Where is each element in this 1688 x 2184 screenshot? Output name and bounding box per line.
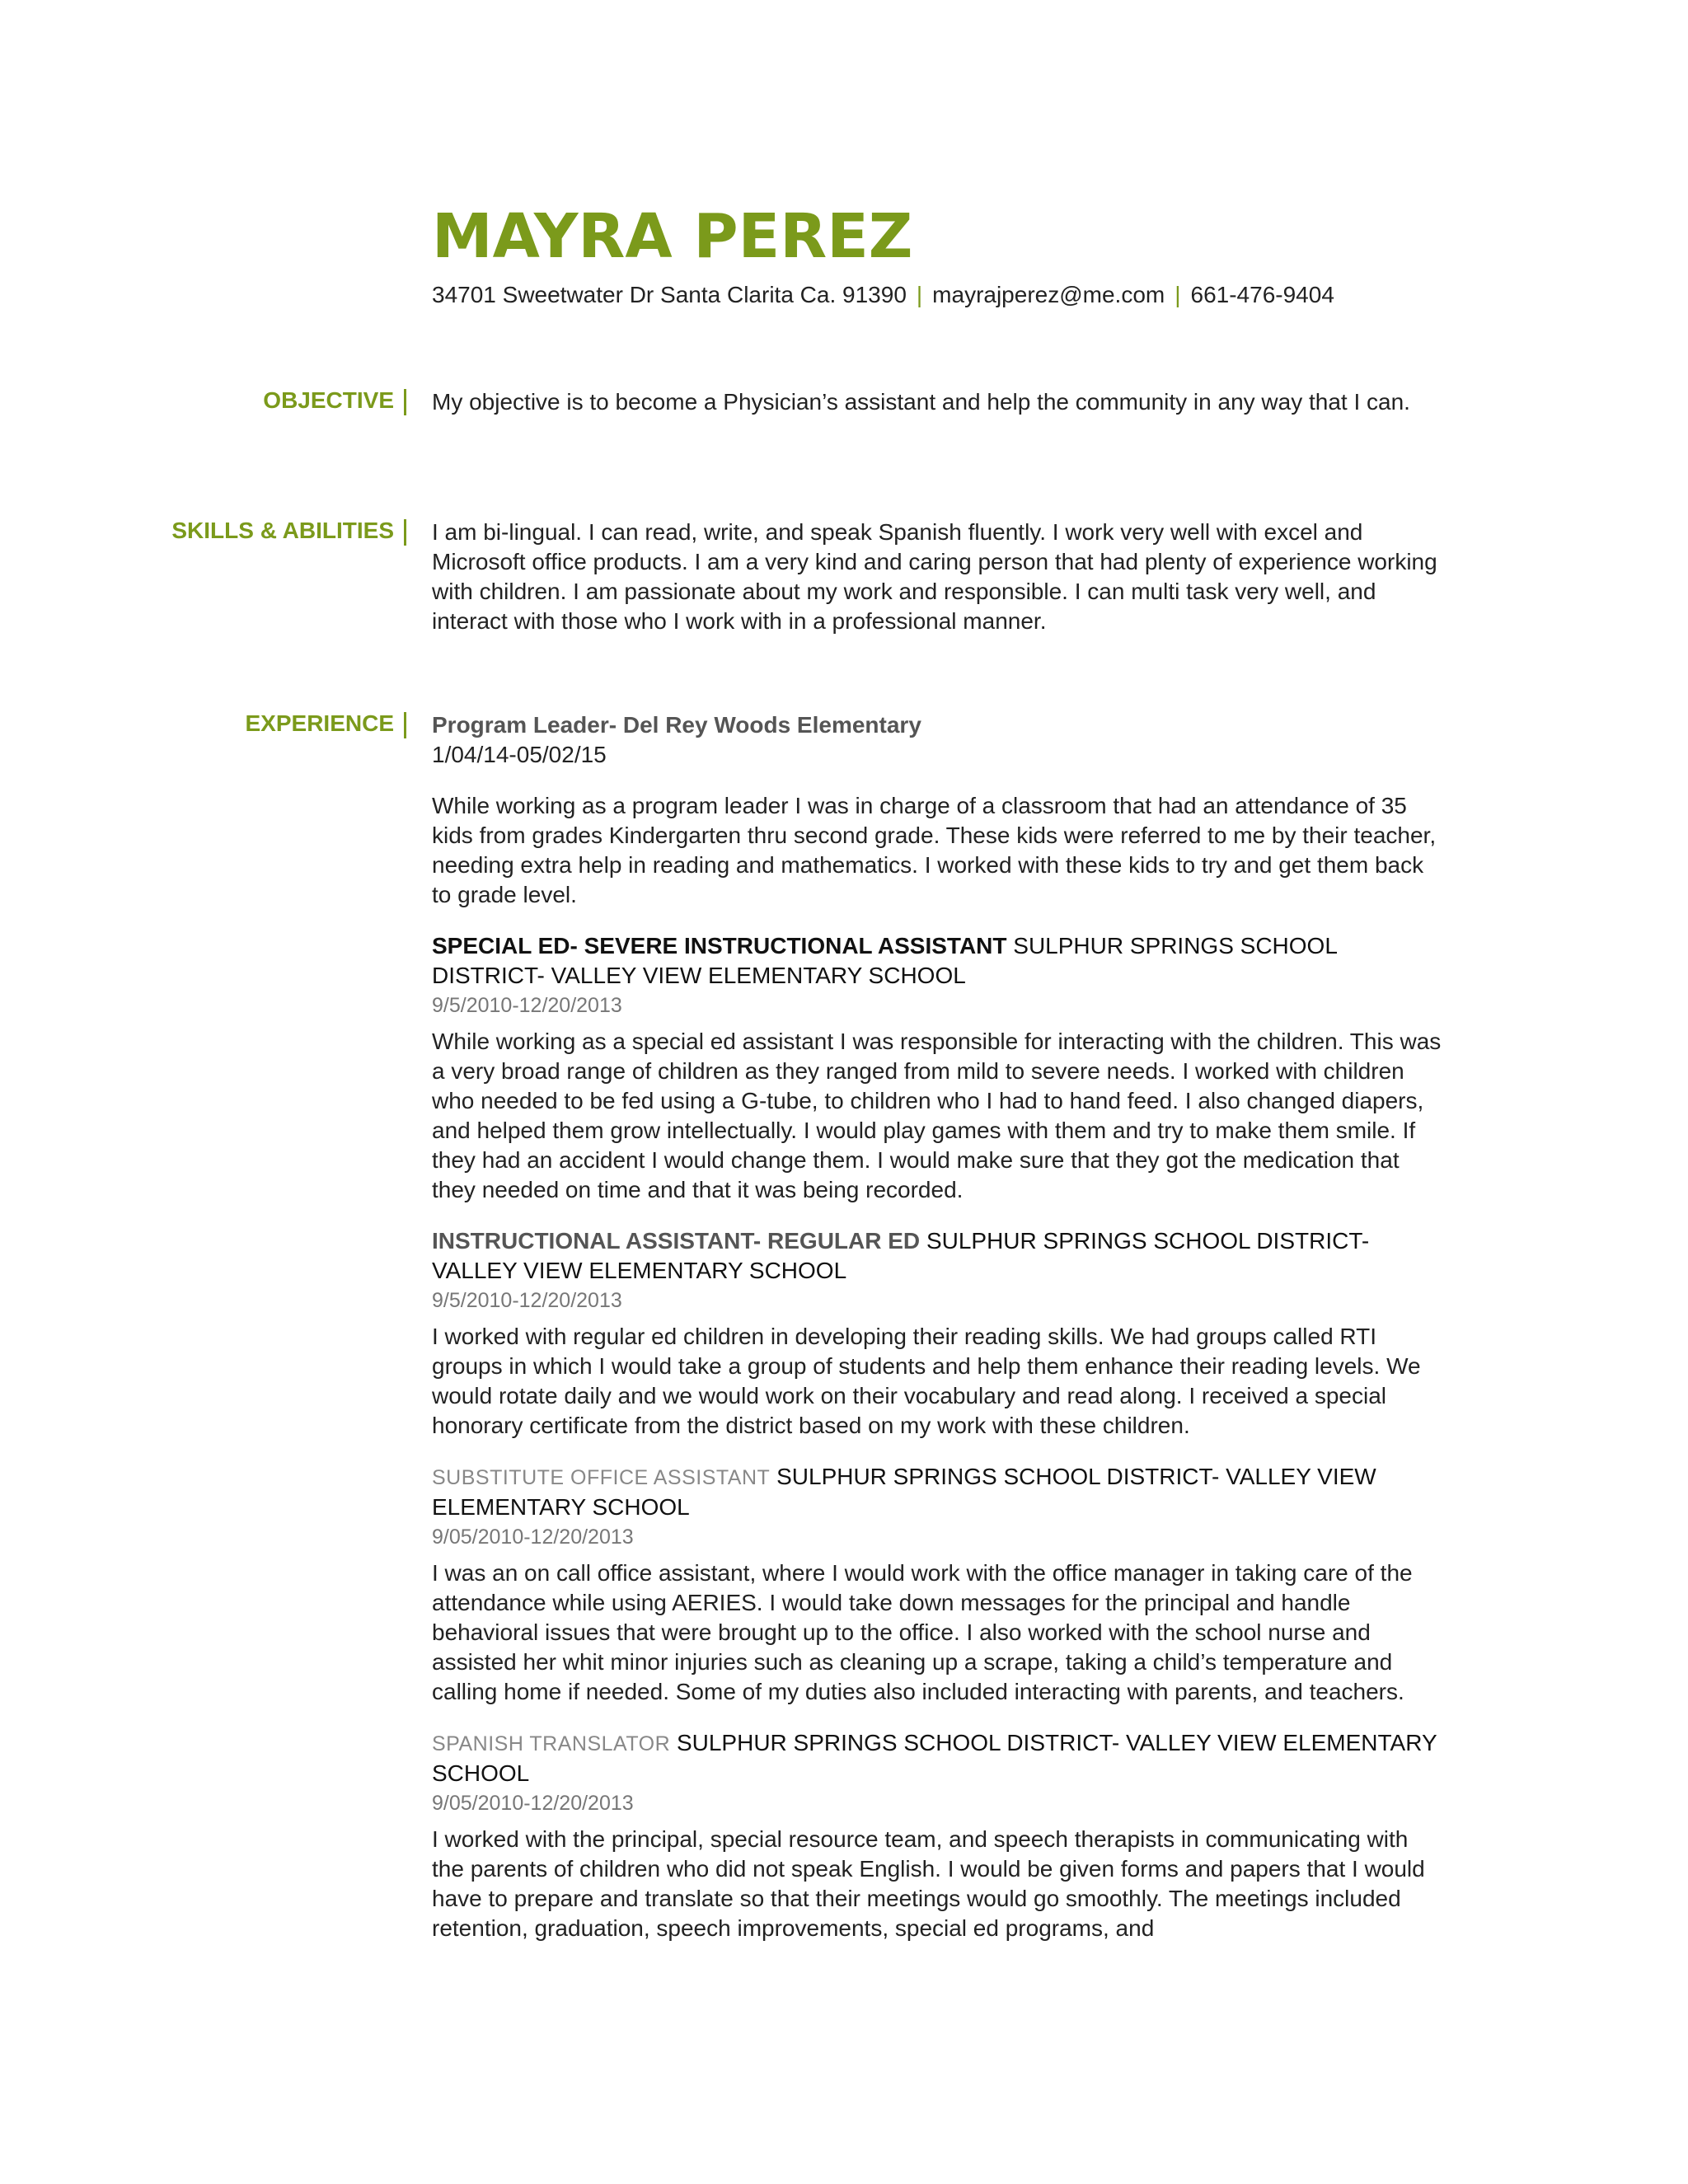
job-description: I worked with regular ed children in developing their reading skills. We had groups called RTI groups in which I would take a group of students and help them enhance their reading levels. We would rotate daily and we would work on their vocabulary and read along. I received a special honorary certificate from the district based on my work with these children. <box>432 1324 1421 1438</box>
job-dates: 9/5/2010-12/20/2013 <box>432 994 622 1017</box>
job-description: I worked with the principal, special resource team, and speech therapists in communicating with the parents of children who did not speak English. I would be given forms and papers that I would have to prepare and translate so that their meetings would go smoothly. The meetings included retention, graduation, speech improvements, special ed programs, and <box>432 1826 1425 1941</box>
section-divider <box>404 519 406 546</box>
contact-separator: | <box>916 282 923 307</box>
job-entry <box>432 710 1446 910</box>
job-organization: SULPHUR SPRINGS SCHOOL DISTRICT- VALLEY VIEW ELEMENTARY SCHOOL <box>432 1730 1437 1786</box>
job-heading <box>432 1226 1446 1286</box>
section-divider <box>404 389 406 415</box>
job-description: I was an on call office assistant, where I would work with the office manager in taking care of the attendance while using AERIES. I would take down messages for the principal and handle behavioral issues that were brought up to the office. I also worked with the school nurse and assisted her whit minor injuries such as cleaning up a scrape, taking a child’s temperature and calling home if needed. Some of my duties also included interacting with parents, and teachers. <box>432 1560 1413 1704</box>
job-entry <box>432 1462 1446 1707</box>
contact-separator: | <box>1175 282 1181 307</box>
job-heading <box>432 931 1446 991</box>
objective-text: My objective is to become a Physician’s assistant and help the community in any way that I can. <box>432 389 1410 415</box>
job-title: SPANISH TRANSLATOR <box>432 1732 671 1755</box>
job-description: While working as a program leader I was in charge of a classroom that had an attendance of 35 kids from grades Kindergarten thru second grade. These kids were referred to me by their teacher, needing extra help in reading and mathematics. I worked with these kids to try and get them back to grade level. <box>432 793 1437 907</box>
job-dates: 9/05/2010-12/20/2013 <box>432 1526 634 1549</box>
job-entry <box>432 1226 1446 1441</box>
job-dates: 9/05/2010-12/20/2013 <box>432 1792 634 1815</box>
job-heading <box>432 1728 1446 1788</box>
job-organization: SULPHUR SPRINGS SCHOOL DISTRICT- VALLEY VIEW ELEMENTARY SCHOOL <box>432 1228 1370 1283</box>
job-entry <box>432 1728 1446 1943</box>
phone: 661-476-9404 <box>1190 282 1334 307</box>
job-title: SUBSTITUTE OFFICE ASSISTANT <box>432 1466 771 1489</box>
section-label-objective: OBJECTIVE <box>263 387 394 413</box>
job-description: While working as a special ed assistant I was responsible for interacting with the children. This was a very broad range of children as they ranged from mild to severe needs. I worked with children who needed to be fed using a G-tube, to children who I had to hand feed. I also changed diapers, and helped them grow intellectually. I would play games with them and try to make them smile. If they had an accident I would change them. I would make sure that they got the medication that they needed on time and that it was being recorded. <box>432 1029 1442 1202</box>
job-organization: SULPHUR SPRINGS SCHOOL DISTRICT- VALLEY VIEW ELEMENTARY SCHOOL <box>432 1464 1376 1520</box>
job-dates: 9/5/2010-12/20/2013 <box>432 1289 622 1312</box>
job-title: SPECIAL ED- SEVERE INSTRUCTIONAL ASSISTANT <box>432 933 1007 958</box>
job-organization: SULPHUR SPRINGS SCHOOL DISTRICT- VALLEY VIEW ELEMENTARY SCHOOL <box>432 933 1337 988</box>
contact-line <box>432 282 1334 308</box>
section-divider <box>404 712 406 738</box>
experience-list <box>432 710 1446 1965</box>
job-entry <box>432 931 1446 1205</box>
job-dates: 1/04/14-05/02/15 <box>432 742 607 767</box>
job-heading <box>432 1462 1446 1522</box>
section-label-experience: EXPERIENCE <box>245 710 394 736</box>
address: 34701 Sweetwater Dr Santa Clarita Ca. 91390 <box>432 282 907 307</box>
candidate-name: MAYRA PEREZ <box>432 201 913 272</box>
email: mayrajperez@me.com <box>932 282 1165 307</box>
section-label-skills: SKILLS & ABILITIES <box>171 518 394 543</box>
job-title: INSTRUCTIONAL ASSISTANT- REGULAR ED <box>432 1228 921 1254</box>
job-title: Program Leader- Del Rey Woods Elementary <box>432 712 921 738</box>
skills-text: I am bi-lingual. I can read, write, and speak Spanish fluently. I work very well with excel and Microsoft office products. I am a very kind and caring person that had plenty of experience working with children. I am passionate about my work and responsible. I can multi task very well, and interact with those who I work with in a professional manner. <box>432 519 1437 634</box>
